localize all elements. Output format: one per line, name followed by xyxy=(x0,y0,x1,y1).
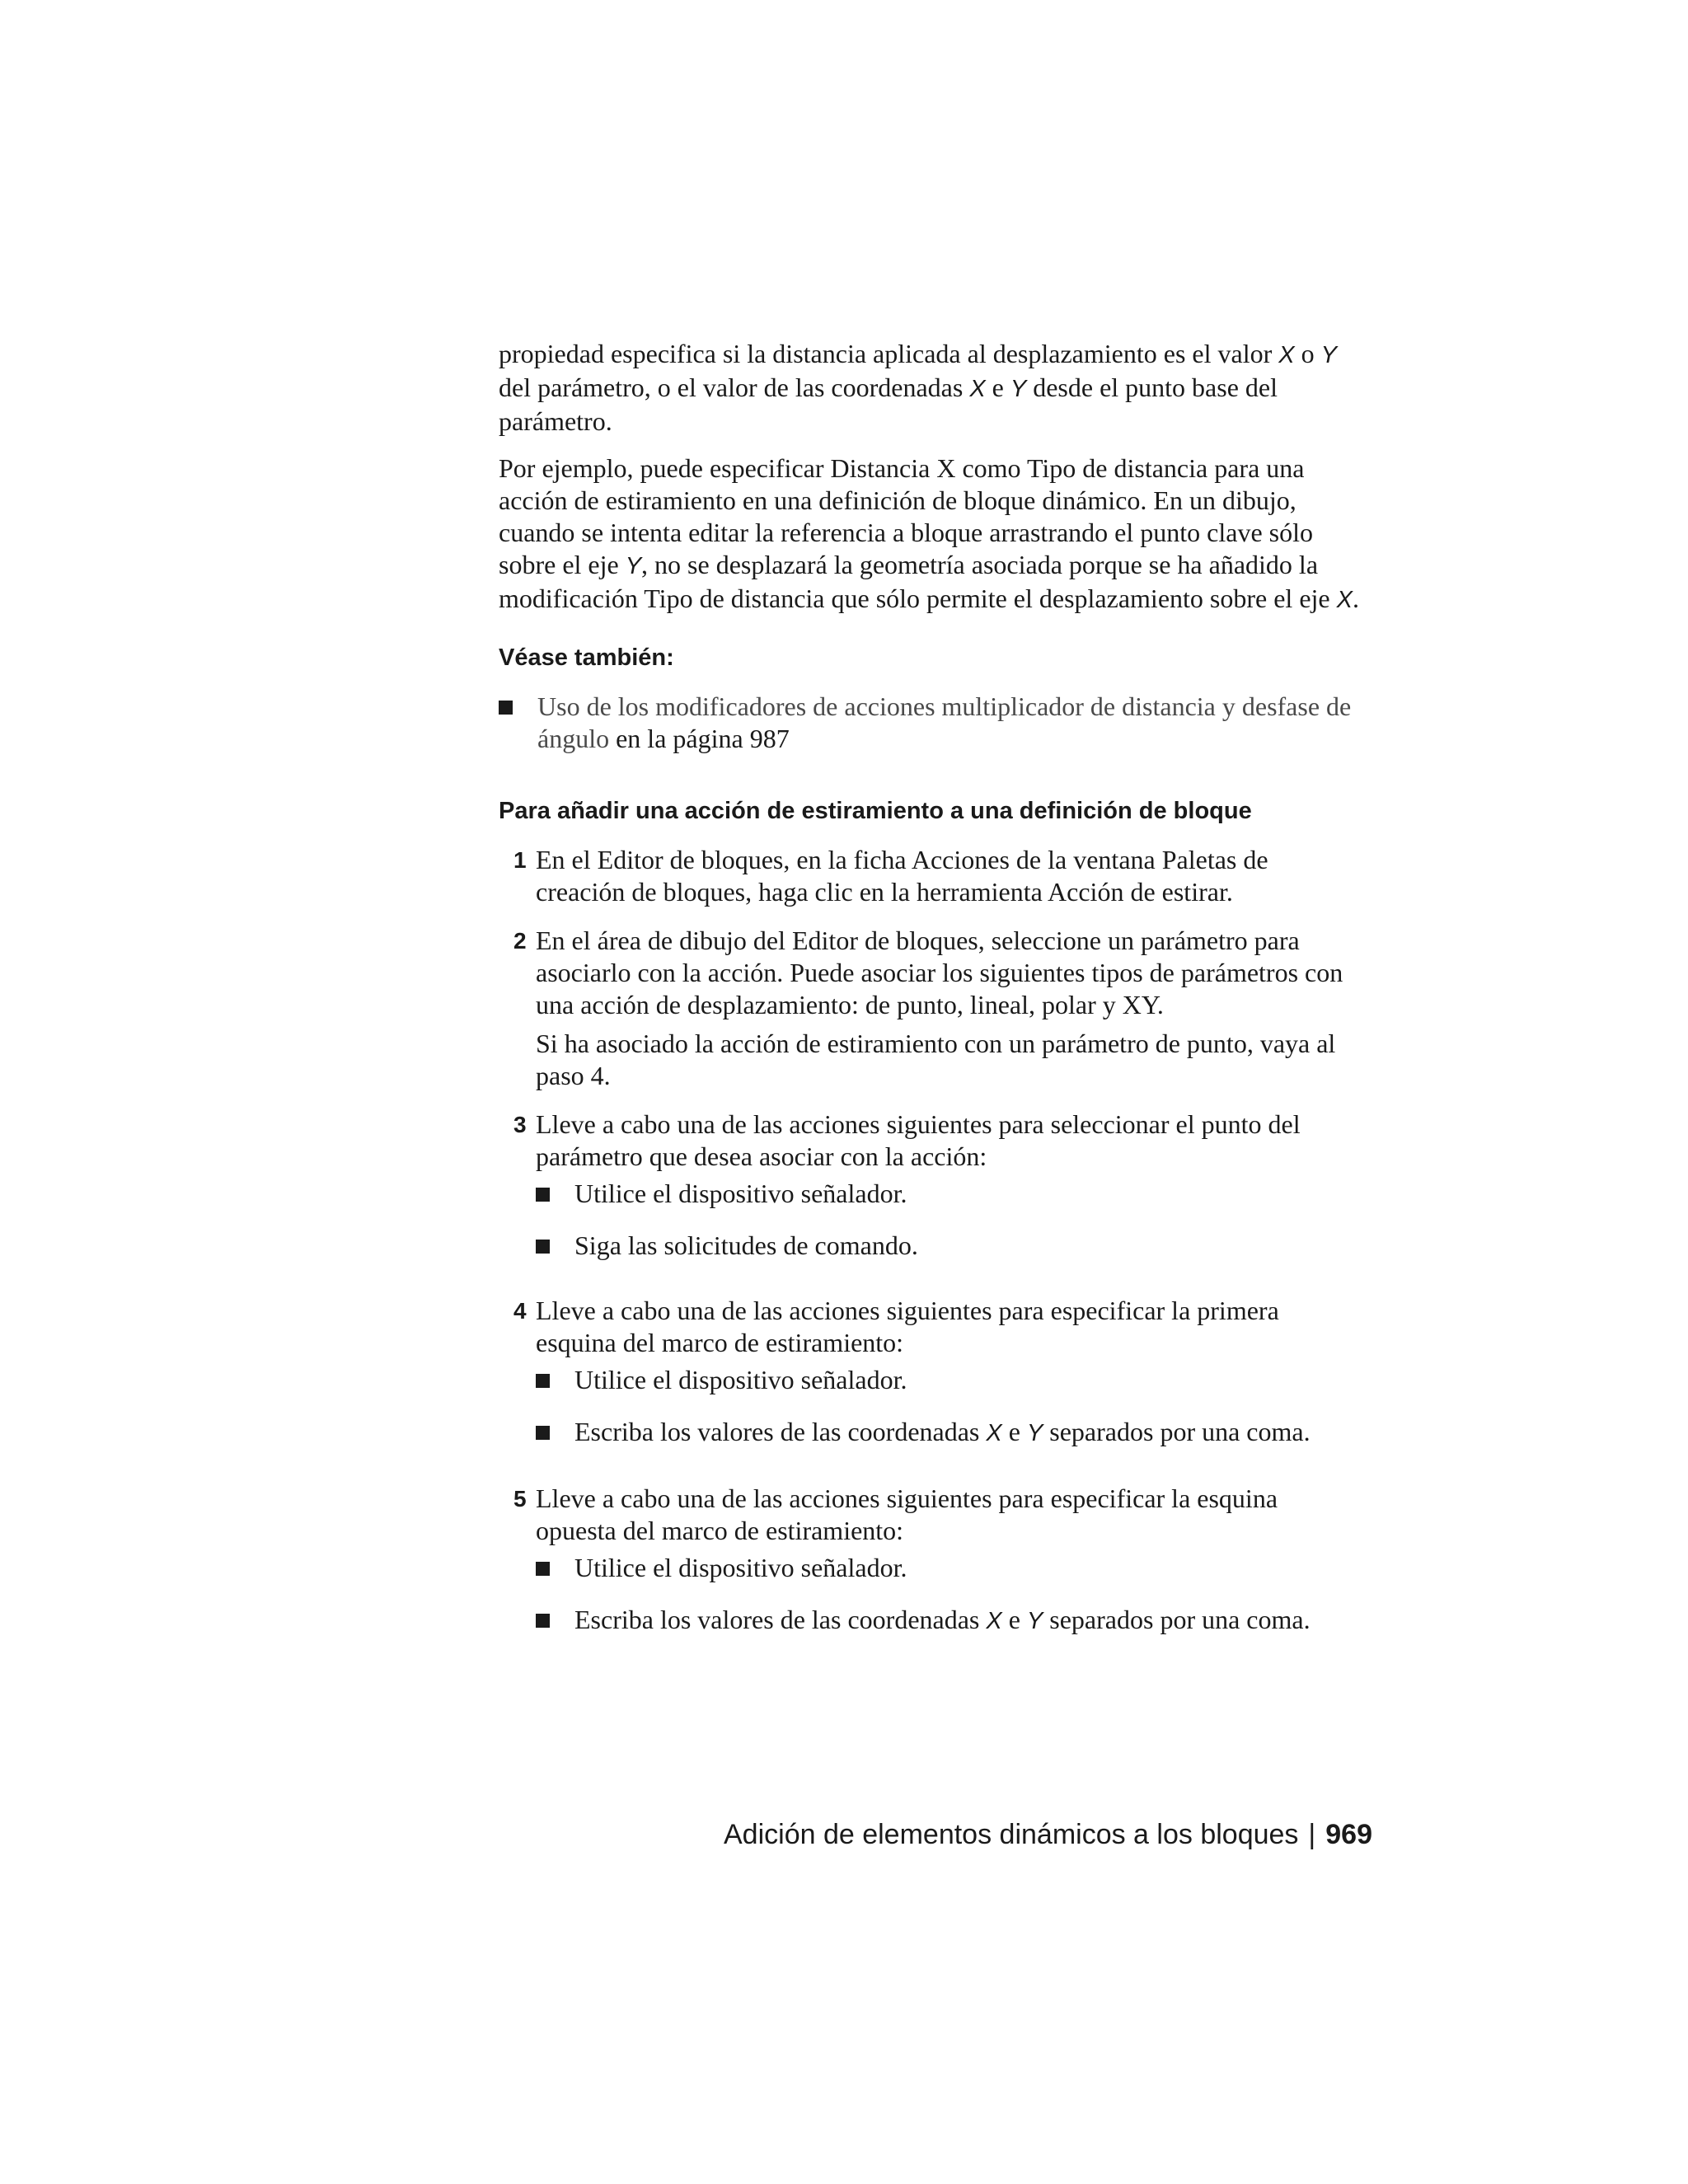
option-item xyxy=(536,1416,1360,1450)
page-number: 969 xyxy=(1325,1819,1372,1850)
procedure-steps xyxy=(499,844,1372,1654)
step-body xyxy=(536,1108,1360,1278)
italic-variable: X xyxy=(1278,342,1295,368)
see-also-text xyxy=(537,691,1372,755)
square-bullet-icon xyxy=(536,1426,550,1440)
text-run: Escriba los valores de las coordenadas xyxy=(574,1417,987,1446)
square-bullet-icon xyxy=(536,1374,550,1388)
italic-variable: X xyxy=(1336,587,1353,613)
italic-variable: Y xyxy=(625,553,642,579)
procedure-heading: Para añadir una acción de estiramiento a una definición de bloque xyxy=(499,798,1252,824)
option-text xyxy=(574,1604,1311,1638)
step-1 xyxy=(499,844,1372,908)
step-4 xyxy=(499,1295,1372,1466)
step-text: Lleve a cabo una de las acciones siguientes para seleccionar el punto del parámetro que desea asociar con la acción: xyxy=(536,1109,1301,1171)
option-text xyxy=(574,1416,1311,1450)
see-also-heading: Véase también: xyxy=(499,644,674,671)
option-text: Siga las solicitudes de comando. xyxy=(574,1230,918,1260)
step-body xyxy=(536,1295,1360,1466)
square-bullet-icon xyxy=(536,1614,550,1628)
step-number: 5 xyxy=(513,1486,527,1511)
square-bullet-icon xyxy=(536,1562,550,1576)
square-bullet-icon xyxy=(536,1188,550,1202)
cross-reference-link[interactable]: Uso de los modificadores de acciones multiplicador de distancia y desfase de ángulo xyxy=(537,691,1352,753)
step-3 xyxy=(499,1108,1372,1278)
option-text: Utilice el dispositivo señalador. xyxy=(574,1553,907,1582)
page-footer xyxy=(724,1817,1372,1852)
step-body xyxy=(536,844,1360,908)
option-item xyxy=(536,1230,1360,1262)
italic-variable: Y xyxy=(1026,1420,1043,1446)
text-run: e xyxy=(985,373,1010,402)
page-content xyxy=(499,338,1372,1671)
step-body xyxy=(536,925,1360,1092)
step-text: En el Editor de bloques, en la ficha Acciones de la ventana Paletas de creación de bloques, haga clic en la herramienta Acción de estirar. xyxy=(536,845,1268,907)
footer-separator: | xyxy=(1308,1819,1316,1850)
step-options xyxy=(536,1178,1360,1262)
text-run: desde el punto base del parámetro. xyxy=(499,373,1278,436)
option-item xyxy=(536,1364,1360,1396)
italic-variable: Y xyxy=(1010,376,1027,402)
option-item xyxy=(536,1552,1360,1584)
step-number: 4 xyxy=(513,1298,527,1324)
italic-variable: X xyxy=(986,1420,1002,1446)
example-paragraph xyxy=(499,452,1372,616)
footer-section-title: Adición de elementos dinámicos a los bloques xyxy=(724,1819,1299,1850)
text-run: Por ejemplo, puede especificar Distancia X como Tipo de distancia para una acción de estiramiento en una definición de bloque dinámico. En un dibujo, cuando se intenta editar la referencia a bloque arrastrando el punto clave sólo sobre el eje xyxy=(499,453,1313,579)
page-reference: en la página 987 xyxy=(609,724,790,753)
text-run: Escriba los valores de las coordenadas xyxy=(574,1605,987,1634)
text-run: propiedad especifica si la distancia aplicada al desplazamiento es el valor xyxy=(499,339,1279,368)
text-run: e xyxy=(1001,1417,1027,1446)
italic-variable: Y xyxy=(1320,342,1337,368)
text-run: e xyxy=(1001,1605,1027,1634)
italic-variable: X xyxy=(986,1608,1002,1634)
step-number: 3 xyxy=(513,1112,527,1137)
option-item xyxy=(536,1178,1360,1210)
intro-paragraph xyxy=(499,338,1372,438)
text-run: del parámetro, o el valor de las coordenadas xyxy=(499,373,970,402)
text-run: separados por una coma. xyxy=(1043,1417,1311,1446)
italic-variable: X xyxy=(969,376,986,402)
option-item xyxy=(536,1604,1360,1638)
italic-variable: Y xyxy=(1026,1608,1043,1634)
text-run: separados por una coma. xyxy=(1043,1605,1311,1634)
step-text: Lleve a cabo una de las acciones siguientes para especificar la primera esquina del marco de estiramiento: xyxy=(536,1296,1279,1357)
text-run: o xyxy=(1294,339,1321,368)
step-2 xyxy=(499,925,1372,1092)
option-text: Utilice el dispositivo señalador. xyxy=(574,1365,907,1394)
step-text: En el área de dibujo del Editor de bloques, seleccione un parámetro para asociarlo con la acción. Puede asociar los siguientes tipos de parámetros con una acción de desplazamiento: de punto, lineal, polar y XY. xyxy=(536,926,1343,1019)
square-bullet-icon xyxy=(536,1240,550,1254)
option-text: Utilice el dispositivo señalador. xyxy=(574,1179,907,1208)
step-note: Si ha asociado la acción de estiramiento con un parámetro de punto, vaya al paso 4. xyxy=(536,1029,1336,1090)
step-options xyxy=(536,1364,1360,1450)
see-also-item xyxy=(499,691,1372,755)
text-run: . xyxy=(1352,583,1359,613)
square-bullet-icon xyxy=(499,701,513,715)
step-number: 2 xyxy=(513,928,527,954)
step-number: 1 xyxy=(513,847,527,873)
step-body xyxy=(536,1483,1360,1654)
step-5 xyxy=(499,1483,1372,1654)
step-text: Lleve a cabo una de las acciones siguientes para especificar la esquina opuesta del marco de estiramiento: xyxy=(536,1483,1278,1545)
text-run: , no se desplazará la geometría asociada porque se ha añadido la modificación Tipo de distancia que sólo permite el desplazamiento sobre el eje xyxy=(499,550,1337,613)
step-options xyxy=(536,1552,1360,1638)
